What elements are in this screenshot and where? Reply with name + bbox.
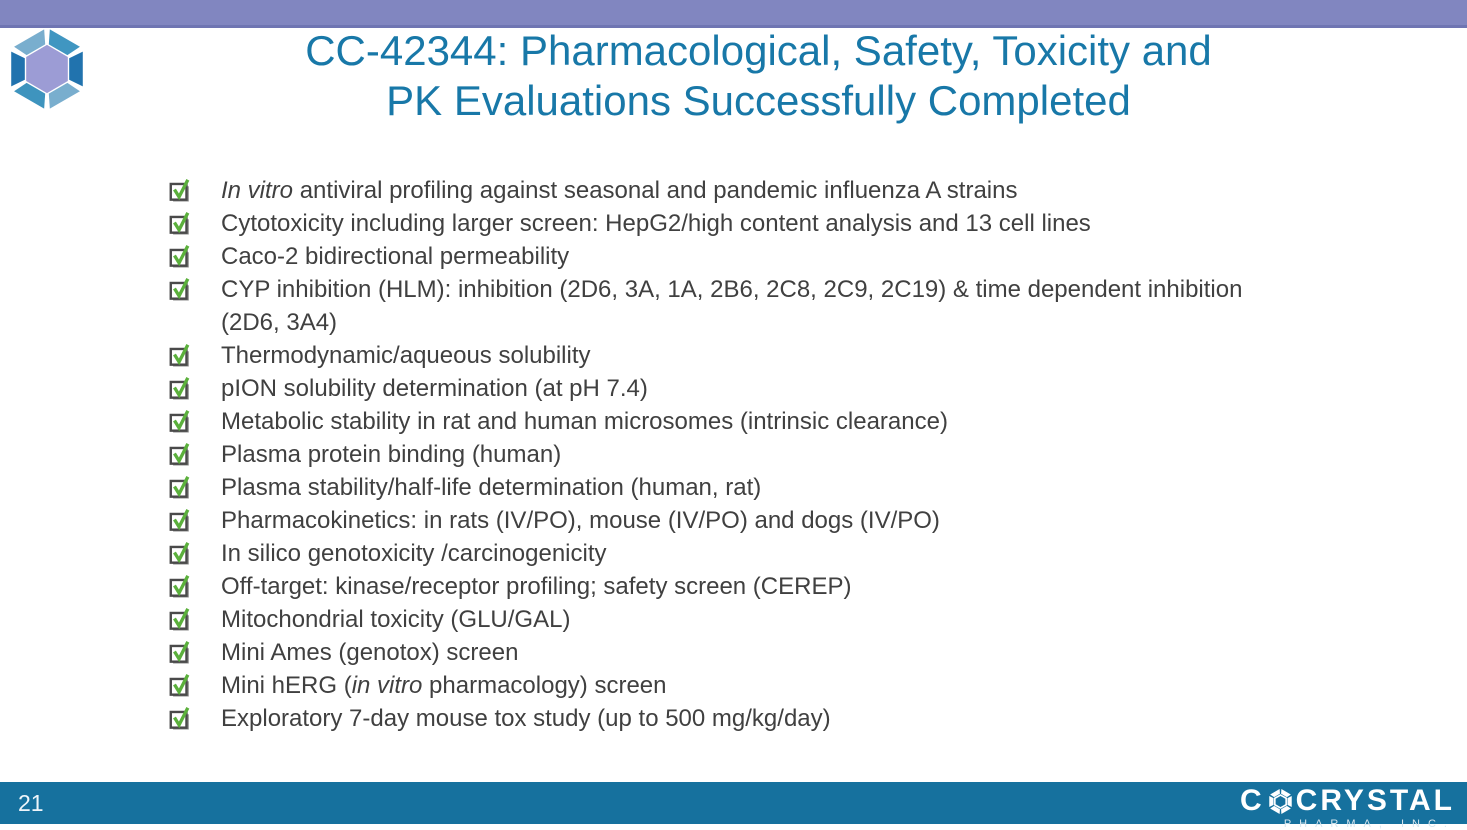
checklist-item (168, 372, 1300, 405)
page-title-line-1: CC-42344: Pharmacological, Safety, Toxicity and (305, 27, 1212, 74)
checked-checkbox-icon (168, 473, 192, 500)
brand-prefix: C (1240, 784, 1265, 817)
checklist-item-text: Plasma stability/half-life determination (human, rat) (221, 474, 762, 501)
checklist-item-text: CYP inhibition (HLM): inhibition (2D6, 3A, 1A, 2B6, 2C8, 2C9, 2C19) & time dependent inhibition (2D6, 3A4) (221, 276, 1243, 336)
checklist-item-text: Metabolic stability in rat and human microsomes (intrinsic clearance) (221, 408, 948, 435)
brand-suffix: CRYSTAL (1295, 784, 1455, 817)
checklist-item (168, 636, 1300, 669)
checklist-item (168, 570, 1300, 603)
page-title-line-2: PK Evaluations Successfully Completed (386, 77, 1131, 124)
checklist-item (168, 207, 1300, 240)
page-title (50, 26, 1467, 126)
checklist-item-text: In vitro antiviral profiling against seasonal and pandemic influenza A strains (221, 177, 1018, 204)
checklist-item (168, 438, 1300, 471)
brand-subtitle: PHARMA, INC. (1283, 818, 1455, 830)
brand-hexagon-icon (1267, 788, 1294, 815)
checked-checkbox-icon (168, 242, 192, 269)
checked-checkbox-icon (168, 638, 192, 665)
checklist-item (168, 504, 1300, 537)
checklist-item-text: Exploratory 7-day mouse tox study (up to 500 mg/kg/day) (221, 705, 831, 732)
checklist-item-text: Pharmacokinetics: in rats (IV/PO), mouse (IV/PO) and dogs (IV/PO) (221, 507, 940, 534)
checklist (168, 174, 1300, 735)
checklist-item (168, 537, 1300, 570)
checklist-item-text: Mitochondrial toxicity (GLU/GAL) (221, 606, 571, 633)
checklist-item-text: Off-target: kinase/receptor profiling; safety screen (CEREP) (221, 573, 852, 600)
checklist-item-text: Cytotoxicity including larger screen: HepG2/high content analysis and 13 cell lines (221, 210, 1091, 237)
checked-checkbox-icon (168, 704, 192, 731)
checklist-item (168, 273, 1300, 339)
checklist-item (168, 702, 1300, 735)
checked-checkbox-icon (168, 407, 192, 434)
footer-brand-logo (1240, 784, 1455, 830)
checked-checkbox-icon (168, 671, 192, 698)
checklist-item-text: pION solubility determination (at pH 7.4) (221, 375, 648, 402)
checklist-item (168, 339, 1300, 372)
checked-checkbox-icon (168, 275, 192, 302)
checked-checkbox-icon (168, 605, 192, 632)
checked-checkbox-icon (168, 506, 192, 533)
top-accent-bar (0, 0, 1467, 28)
checklist-item (168, 240, 1300, 273)
checklist-item-text: Plasma protein binding (human) (221, 441, 562, 468)
page-number: 21 (18, 790, 44, 816)
checklist-item-text: In silico genotoxicity /carcinogenicity (221, 540, 607, 567)
footer-bar (0, 782, 1467, 830)
checked-checkbox-icon (168, 374, 192, 401)
checklist-item (168, 603, 1300, 636)
checked-checkbox-icon (168, 539, 192, 566)
checklist-item-text: Thermodynamic/aqueous solubility (221, 342, 591, 369)
checked-checkbox-icon (168, 209, 192, 236)
checklist-item-text: Caco-2 bidirectional permeability (221, 243, 570, 270)
checked-checkbox-icon (168, 341, 192, 368)
checklist-item-text: Mini hERG (in vitro pharmacology) screen (221, 672, 667, 699)
checked-checkbox-icon (168, 440, 192, 467)
checked-checkbox-icon (168, 572, 192, 599)
checklist-item-text: Mini Ames (genotox) screen (221, 639, 519, 666)
checked-checkbox-icon (168, 176, 192, 203)
checklist-item (168, 405, 1300, 438)
brand-wordmark (1240, 784, 1455, 818)
checklist-item (168, 174, 1300, 207)
checklist-item (168, 669, 1300, 702)
checklist-item (168, 471, 1300, 504)
